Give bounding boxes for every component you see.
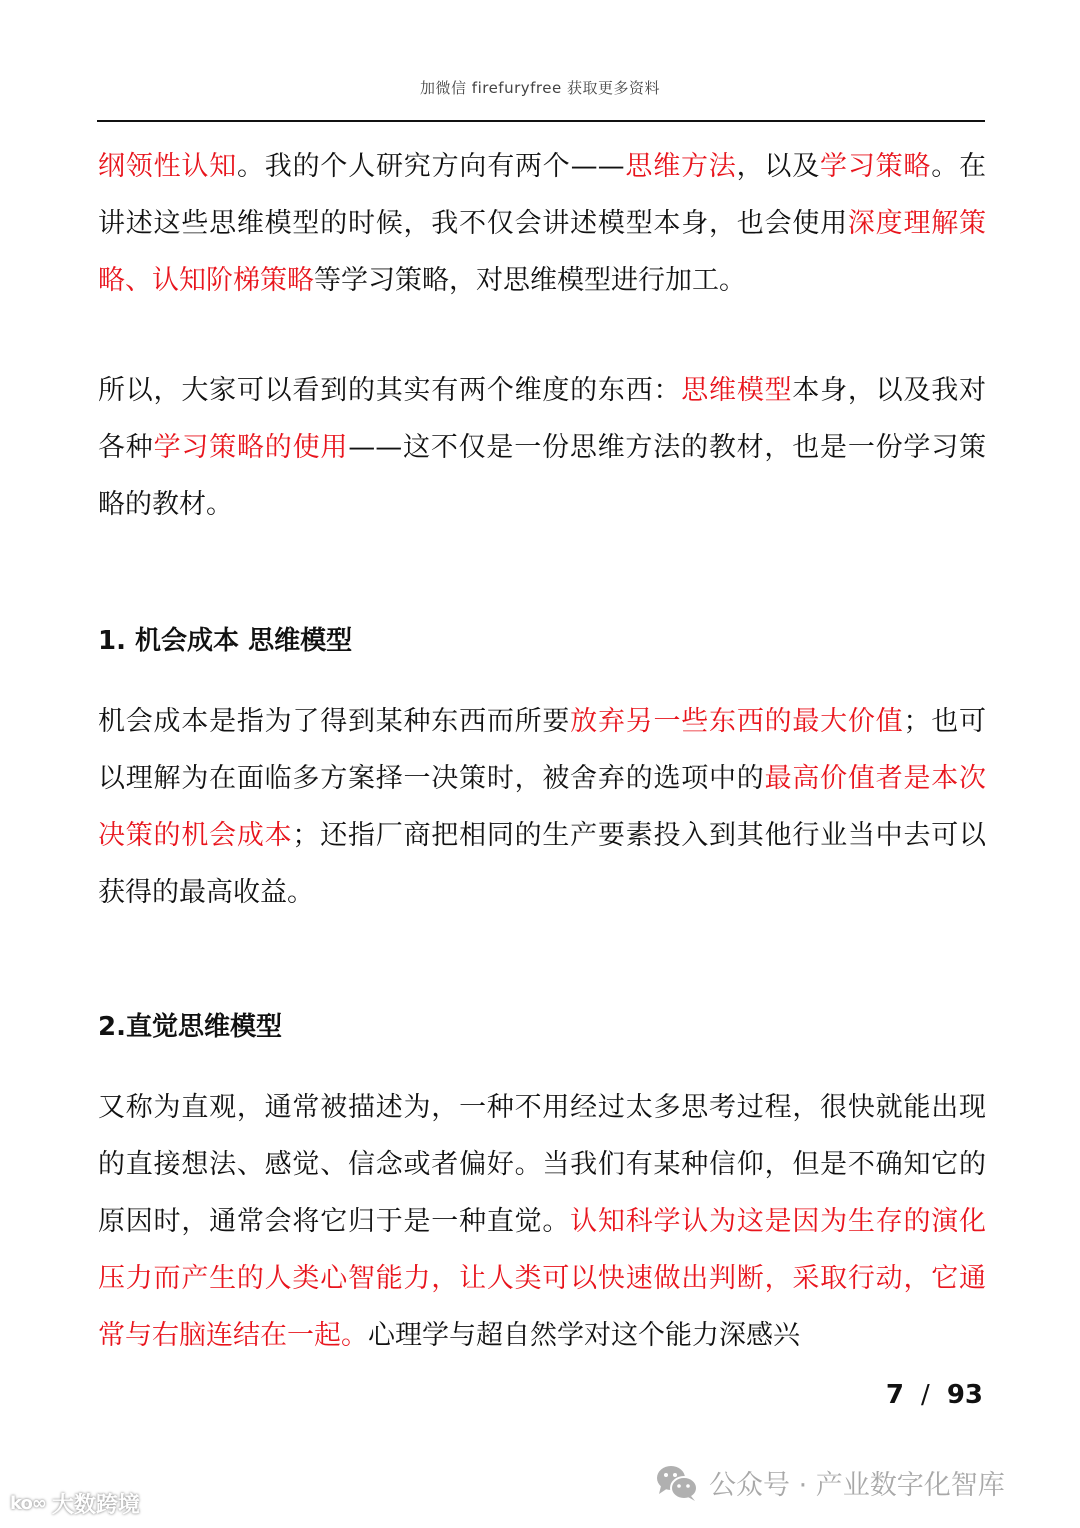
brand-logo-icon: ko∞ xyxy=(10,1493,46,1514)
text-run: 机会成本是指为了得到某种东西而所要 xyxy=(98,706,571,737)
highlight: 深度理解策略、认知阶梯策略 xyxy=(98,208,987,296)
section-heading-intuition: 2.直觉思维模型 xyxy=(98,1012,282,1042)
text-run: ；还指厂商把相同的生产要素投入到其他行业当中去可以获得的最高收益。 xyxy=(98,820,987,908)
current-page: 7 xyxy=(885,1380,904,1410)
page-separator: / xyxy=(920,1380,930,1410)
highlight: 思维模型 xyxy=(681,375,793,406)
highlight: 认知科学认为这是因为生存的演化压力而产生的人类心智能力，让人类可以快速做出判断，采取行动，它通常与右脑连结在一起。 xyxy=(98,1206,987,1351)
page-header: 加微信 firefuryfree 获取更多资料 xyxy=(420,79,660,97)
spacer xyxy=(98,921,986,999)
highlight: 纲领性认知 xyxy=(98,151,237,182)
page-number xyxy=(886,1380,983,1410)
text-run: 本身，以及我对各种 xyxy=(98,375,987,463)
section-2-body xyxy=(98,1079,986,1364)
paragraph-1 xyxy=(98,138,986,309)
spacer xyxy=(98,670,986,693)
text-run: 等学习策略，对思维模型进行加工。 xyxy=(314,265,746,296)
wechat-icon xyxy=(655,1464,699,1502)
highlight: 放弃另一些东西的最大价值 xyxy=(570,706,904,737)
highlight: 思维方法 xyxy=(624,151,737,182)
watermark-account-text: 公众号 · 产业数字化智库 xyxy=(709,1470,1005,1501)
watermark-right xyxy=(655,1463,1005,1502)
spacer xyxy=(98,533,986,613)
paragraph-2 xyxy=(98,362,986,533)
header-divider xyxy=(97,120,985,122)
text-run: 心理学与超自然学对这个能力深感兴 xyxy=(368,1320,800,1351)
highlight: 学习策略 xyxy=(820,151,932,182)
text-run: ，以及 xyxy=(736,151,821,182)
spacer xyxy=(98,309,986,362)
text-run: 又称为直观，通常被描述为，一种不用经过太多思考过程，很快就能出现的直接想法、感觉、信念或者偏好。当我们有某种信仰，但是不确知它的原因时，通常会将它归于是一种直觉。 xyxy=(98,1092,986,1237)
spacer xyxy=(98,1056,986,1079)
total-pages: 93 xyxy=(946,1380,983,1410)
watermark-left xyxy=(10,1488,140,1519)
text-run: 。我的个人研究方向有两个—— xyxy=(237,151,625,182)
highlight: 最高价值者是本次决策的机会成本 xyxy=(98,763,987,851)
text-run: ；也可以理解为在面临多方案择一决策时，被舍弃的选项中的 xyxy=(98,706,987,794)
document-body xyxy=(98,138,986,1364)
section-1-body xyxy=(98,693,986,921)
section-heading-opportunity-cost: 1. 机会成本 思维模型 xyxy=(98,626,353,656)
text-run: 。在讲述这些思维模型的时候，我不仅会讲述模型本身，也会使用 xyxy=(98,151,987,239)
text-run: ——这不仅是一份思维方法的教材，也是一份学习策略的教材。 xyxy=(98,432,987,520)
highlight: 学习策略的使用 xyxy=(153,432,349,463)
watermark-brand-text: 大数跨境 xyxy=(51,1493,140,1518)
text-run: 所以，大家可以看到的其实有两个维度的东西： xyxy=(98,375,682,406)
